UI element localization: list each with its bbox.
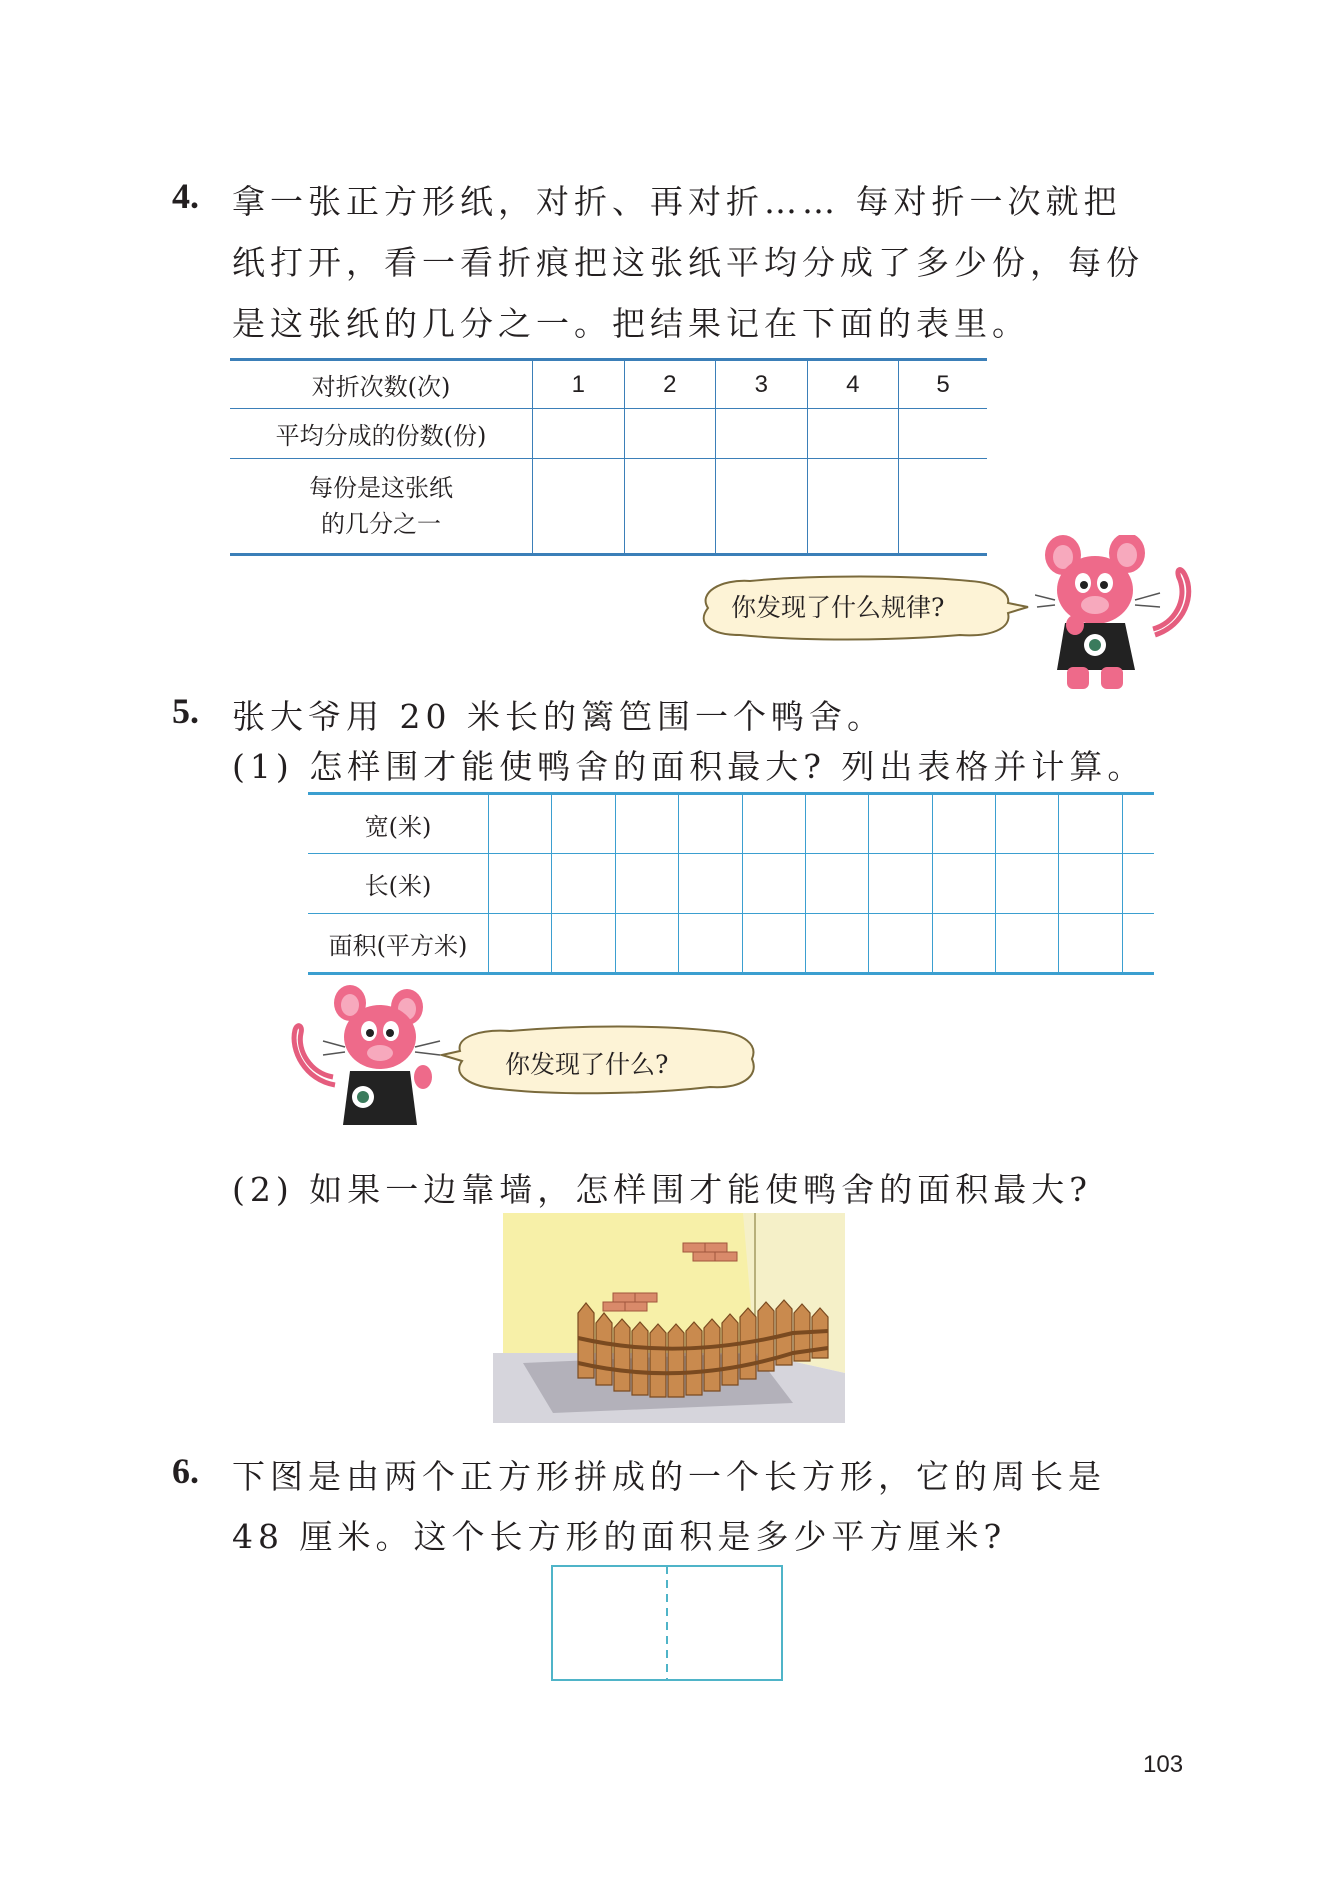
blank-cell[interactable] xyxy=(552,794,615,854)
col-header-4: 4 xyxy=(807,360,899,409)
row-label-fraction xyxy=(230,459,533,555)
blank-cell[interactable] xyxy=(869,854,932,914)
col-header-3: 3 xyxy=(716,360,808,409)
blank-cell[interactable] xyxy=(552,914,615,974)
row-label-area: 面积(平方米) xyxy=(308,914,489,974)
blank-cell[interactable] xyxy=(716,409,808,459)
blank-cell[interactable] xyxy=(996,914,1059,974)
blank-cell[interactable] xyxy=(533,409,625,459)
col-header-1: 1 xyxy=(533,360,625,409)
page-number: 103 xyxy=(1143,1751,1184,1778)
blank-cell[interactable] xyxy=(615,794,678,854)
blank-cell[interactable] xyxy=(899,459,987,555)
blank-cell[interactable] xyxy=(716,459,808,555)
blank-cell[interactable] xyxy=(1059,854,1122,914)
blank-cell[interactable] xyxy=(742,914,805,974)
blank-cell[interactable] xyxy=(552,854,615,914)
row-label-fraction-line2: 的几分之一 xyxy=(321,510,441,538)
blank-cell[interactable] xyxy=(869,794,932,854)
pink-mouse-mascot-icon xyxy=(285,985,455,1135)
blank-cell[interactable] xyxy=(489,794,552,854)
blank-cell[interactable] xyxy=(489,854,552,914)
q5-line: 张大爷用 20 米长的篱笆围一个鸭舍。 xyxy=(232,697,885,736)
blank-cell[interactable] xyxy=(533,459,625,555)
blank-cell[interactable] xyxy=(679,854,742,914)
blank-cell[interactable] xyxy=(869,914,932,974)
row-label-width: 宽(米) xyxy=(308,794,489,854)
col-header-2: 2 xyxy=(624,360,716,409)
blank-cell[interactable] xyxy=(624,459,716,555)
blank-cell[interactable] xyxy=(932,854,995,914)
q4-line-1: 拿一张正方形纸，对折、再对折…… 每对折一次就把 xyxy=(232,182,1122,221)
q6-line-1: 下图是由两个正方形拼成的一个长方形，它的周长是 xyxy=(232,1457,1106,1496)
blank-cell[interactable] xyxy=(996,854,1059,914)
q6-number: 6. xyxy=(172,1451,199,1491)
blank-cell[interactable] xyxy=(742,854,805,914)
q5-number: 5. xyxy=(172,691,199,731)
row-label-parts: 平均分成的份数(份) xyxy=(230,409,533,459)
blank-cell[interactable] xyxy=(1059,794,1122,854)
bubble-q5-text: 你发现了什么? xyxy=(505,1050,669,1079)
q4-line-3: 是这张纸的几分之一。把结果记在下面的表里。 xyxy=(232,304,1030,343)
blank-cell[interactable] xyxy=(805,914,868,974)
blank-cell[interactable] xyxy=(624,409,716,459)
blank-cell[interactable] xyxy=(805,854,868,914)
blank-cell[interactable] xyxy=(996,794,1059,854)
blank-cell[interactable] xyxy=(1059,914,1122,974)
q5-part2: (2) 如果一边靠墙，怎样围才能使鸭舍的面积最大? xyxy=(232,1170,1092,1209)
blank-cell[interactable] xyxy=(1122,794,1154,854)
fence-wall-illustration xyxy=(493,1213,845,1423)
row-label-fraction-line1: 每份是这张纸 xyxy=(309,474,453,502)
fence-table xyxy=(308,792,1154,975)
blank-cell[interactable] xyxy=(679,914,742,974)
row-label-length: 长(米) xyxy=(308,854,489,914)
blank-cell[interactable] xyxy=(1122,854,1154,914)
q4-line-2: 纸打开，看一看折痕把这张纸平均分成了多少份，每份 xyxy=(232,243,1144,282)
blank-cell[interactable] xyxy=(807,409,899,459)
folding-table xyxy=(230,358,987,556)
pink-mouse-mascot-icon xyxy=(1035,535,1195,695)
blank-cell[interactable] xyxy=(807,459,899,555)
blank-cell[interactable] xyxy=(932,794,995,854)
blank-cell[interactable] xyxy=(899,409,987,459)
two-squares-rectangle xyxy=(550,1564,784,1682)
blank-cell[interactable] xyxy=(1122,914,1154,974)
blank-cell[interactable] xyxy=(615,854,678,914)
row-label-fold-count: 对折次数(次) xyxy=(230,360,533,409)
blank-cell[interactable] xyxy=(679,794,742,854)
blank-cell[interactable] xyxy=(742,794,805,854)
col-header-5: 5 xyxy=(899,360,987,409)
q5-part1: (1) 怎样围才能使鸭舍的面积最大? 列出表格并计算。 xyxy=(232,747,1146,786)
blank-cell[interactable] xyxy=(615,914,678,974)
q4-number: 4. xyxy=(172,176,199,216)
q6-line-2: 48 厘米。这个长方形的面积是多少平方厘米? xyxy=(232,1517,1007,1556)
blank-cell[interactable] xyxy=(805,794,868,854)
blank-cell[interactable] xyxy=(489,914,552,974)
bubble-q4-text: 你发现了什么规律? xyxy=(731,593,945,622)
blank-cell[interactable] xyxy=(932,914,995,974)
